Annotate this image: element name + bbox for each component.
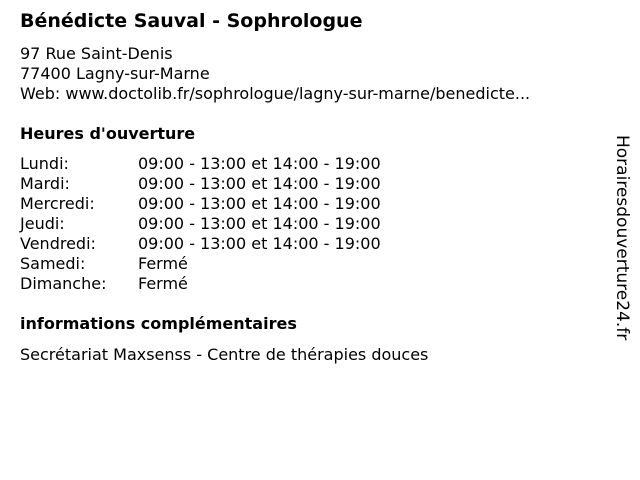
day-hours: 09:00 - 13:00 et 14:00 - 19:00 — [138, 194, 381, 213]
day-hours: 09:00 - 13:00 et 14:00 - 19:00 — [138, 214, 381, 233]
address-city: 77400 Lagny-sur-Marne — [20, 64, 210, 83]
day-hours: Fermé — [138, 274, 188, 293]
day-hours: 09:00 - 13:00 et 14:00 - 19:00 — [138, 234, 381, 253]
business-title: Bénédicte Sauval - Sophrologue — [20, 10, 363, 32]
day-label: Lundi: — [20, 154, 69, 173]
day-label: Samedi: — [20, 254, 86, 273]
info-heading: informations complémentaires — [20, 314, 297, 333]
hours-heading: Heures d'ouverture — [20, 124, 196, 143]
website-link[interactable]: Web: www.doctolib.fr/sophrologue/lagny-sur-marne/benedicte... — [20, 84, 531, 103]
day-hours: 09:00 - 13:00 et 14:00 - 19:00 — [138, 174, 381, 193]
day-label: Mardi: — [20, 174, 70, 193]
day-label: Dimanche: — [20, 274, 107, 293]
day-hours: Fermé — [138, 254, 188, 273]
address-street: 97 Rue Saint-Denis — [20, 44, 173, 63]
day-label: Vendredi: — [20, 234, 96, 253]
site-watermark: Horairesdouverture24.fr — [612, 135, 632, 341]
address-block — [20, 44, 530, 104]
day-label: Mercredi: — [20, 194, 95, 213]
day-label: Jeudi: — [20, 214, 65, 233]
day-hours: 09:00 - 13:00 et 14:00 - 19:00 — [138, 154, 381, 173]
info-text: Secrétariat Maxsenss - Centre de thérapies douces — [20, 345, 429, 364]
